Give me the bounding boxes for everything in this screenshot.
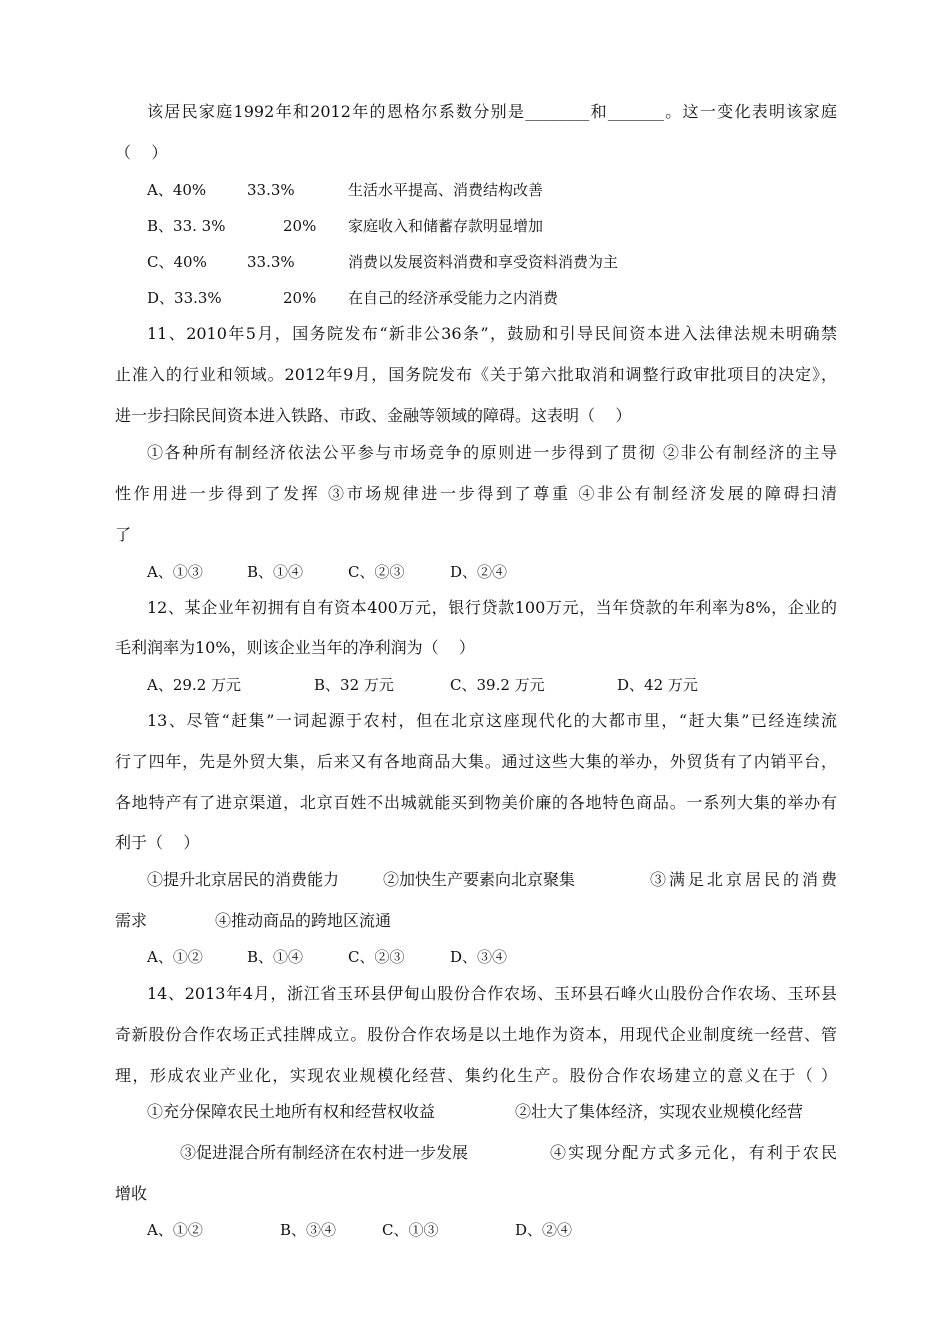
q14-statement-2: ②壮大了集体经济，实现农业规模化经营: [515, 1102, 804, 1121]
q13-line4: 利于（ ）: [115, 833, 200, 852]
q10-option-a-letter: A、40%: [147, 181, 207, 199]
q14-choice-d: D、②④: [515, 1221, 573, 1239]
q11-line2: 止准入的行业和领域。2012年9月，国务院发布《关于第六批取消和调整行政审批项目的决定》，: [115, 365, 837, 384]
q10-option-d-text: 在自己的经济承受能力之内消费: [348, 289, 559, 307]
q10-option-a-value: 33.3%: [247, 181, 295, 199]
q14-statement-4-cont: 增收: [115, 1184, 148, 1203]
q13-statement-2: ②加快生产要素向北京聚集: [383, 870, 576, 889]
q13-statement-3: ③满足北京居民的消费: [650, 870, 837, 889]
q11-line3: 进一步扫除民间资本进入铁路、市政、金融等领域的障碍。这表明（ ）: [115, 406, 632, 425]
q10-option-d-value: 20%: [283, 289, 317, 307]
q10-option-a-text: 生活水平提高、消费结构改善: [348, 181, 544, 199]
q13-statement-1: ①提升北京居民的消费能力: [147, 870, 340, 889]
q13-statement-3-cont: 需求: [115, 911, 148, 930]
q14-line1: 14、2013年4月，浙江省玉环县伊甸山股份合作农场、玉环县石峰火山股份合作农场、玉环县: [147, 984, 837, 1003]
q14-statement-3: ③促进混合所有制经济在农村进一步发展: [180, 1143, 469, 1162]
q14-line3: 理，形成农业产业化，实现农业规模化经营、集约化生产。股份合作农场建立的意义在于（ ）: [115, 1066, 837, 1085]
q14-choice-c: C、①③: [382, 1221, 439, 1239]
q14-line2: 奇新股份合作农场正式挂牌成立。股份合作农场是以土地作为资本，用现代企业制度统一经营、管: [115, 1025, 837, 1044]
q12-choice-b: B、32 万元: [314, 676, 394, 694]
q13-choice-c: C、②③: [348, 948, 405, 966]
q13-choice-d: D、③④: [450, 948, 508, 966]
q10-option-b-letter: B、33. 3%: [147, 217, 226, 235]
q10-stem-line2: （ ）: [115, 143, 168, 162]
q11-choice-a: A、①③: [147, 563, 203, 581]
q10-option-c-letter: C、40%: [147, 253, 207, 271]
q13-choice-b: B、①④: [247, 948, 304, 966]
q13-choice-a: A、①②: [147, 948, 203, 966]
q12-choice-a: A、29.2 万元: [147, 676, 241, 694]
q13-line1: 13、尽管“赶集”一词起源于农村，但在北京这座现代化的大都市里，“赶大集”已经连续流: [147, 711, 837, 730]
q14-statement-1: ①充分保障农民土地所有权和经营权收益: [147, 1102, 436, 1121]
q11-line1: 11、2010年5月，国务院发布“新非公36条”，鼓励和引导民间资本进入法律法规未明确禁: [147, 324, 837, 343]
q11-choice-d: D、②④: [450, 563, 508, 581]
q13-statement-4: ④推动商品的跨地区流通: [215, 911, 392, 930]
q10-option-b-text: 家庭收入和储蓄存款明显增加: [348, 217, 544, 235]
q14-choice-b: B、③④: [280, 1221, 337, 1239]
q11-statement-line3: 了: [115, 525, 132, 544]
q11-statement-line1: ①各种所有制经济依法公平参与市场竞争的原则进一步得到了贯彻 ②非公有制经济的主导: [147, 443, 837, 462]
q13-line2: 行了四年，先是外贸大集，后来又有各地商品大集。通过这些大集的举办，外贸货有了内销平台，: [115, 752, 837, 771]
q10-option-d-letter: D、33.3%: [147, 289, 222, 307]
q10-stem-line1: 该居民家庭1992年和2012年的恩格尔系数分别是________和_______。这一变化表明该家庭: [147, 102, 837, 121]
q10-option-c-text: 消费以发展资料消费和享受资料消费为主: [348, 253, 619, 271]
q10-option-b-value: 20%: [283, 217, 317, 235]
q12-line1: 12、某企业年初拥有自有资本400万元，银行贷款100万元，当年贷款的年利率为8%，企业的: [147, 598, 837, 617]
q12-choice-c: C、39.2 万元: [450, 676, 545, 694]
q12-choice-d: D、42 万元: [617, 676, 698, 694]
q13-line3: 各地特产有了进京渠道，北京百姓不出城就能买到物美价廉的各地特色商品。一系列大集的举办有: [115, 793, 837, 812]
q14-choice-a: A、①②: [147, 1221, 203, 1239]
q12-line2: 毛利润率为10%，则该企业当年的净利润为（ ）: [115, 638, 475, 657]
q11-statement-line2: 性作用进一步得到了发挥 ③市场规律进一步得到了尊重 ④非公有制经济发展的障碍扫清: [115, 484, 837, 503]
q11-choice-b: B、①④: [247, 563, 304, 581]
q10-option-c-value: 33.3%: [247, 253, 295, 271]
q14-statement-4: ④实现分配方式多元化，有利于农民: [550, 1143, 837, 1162]
q11-choice-c: C、②③: [348, 563, 405, 581]
